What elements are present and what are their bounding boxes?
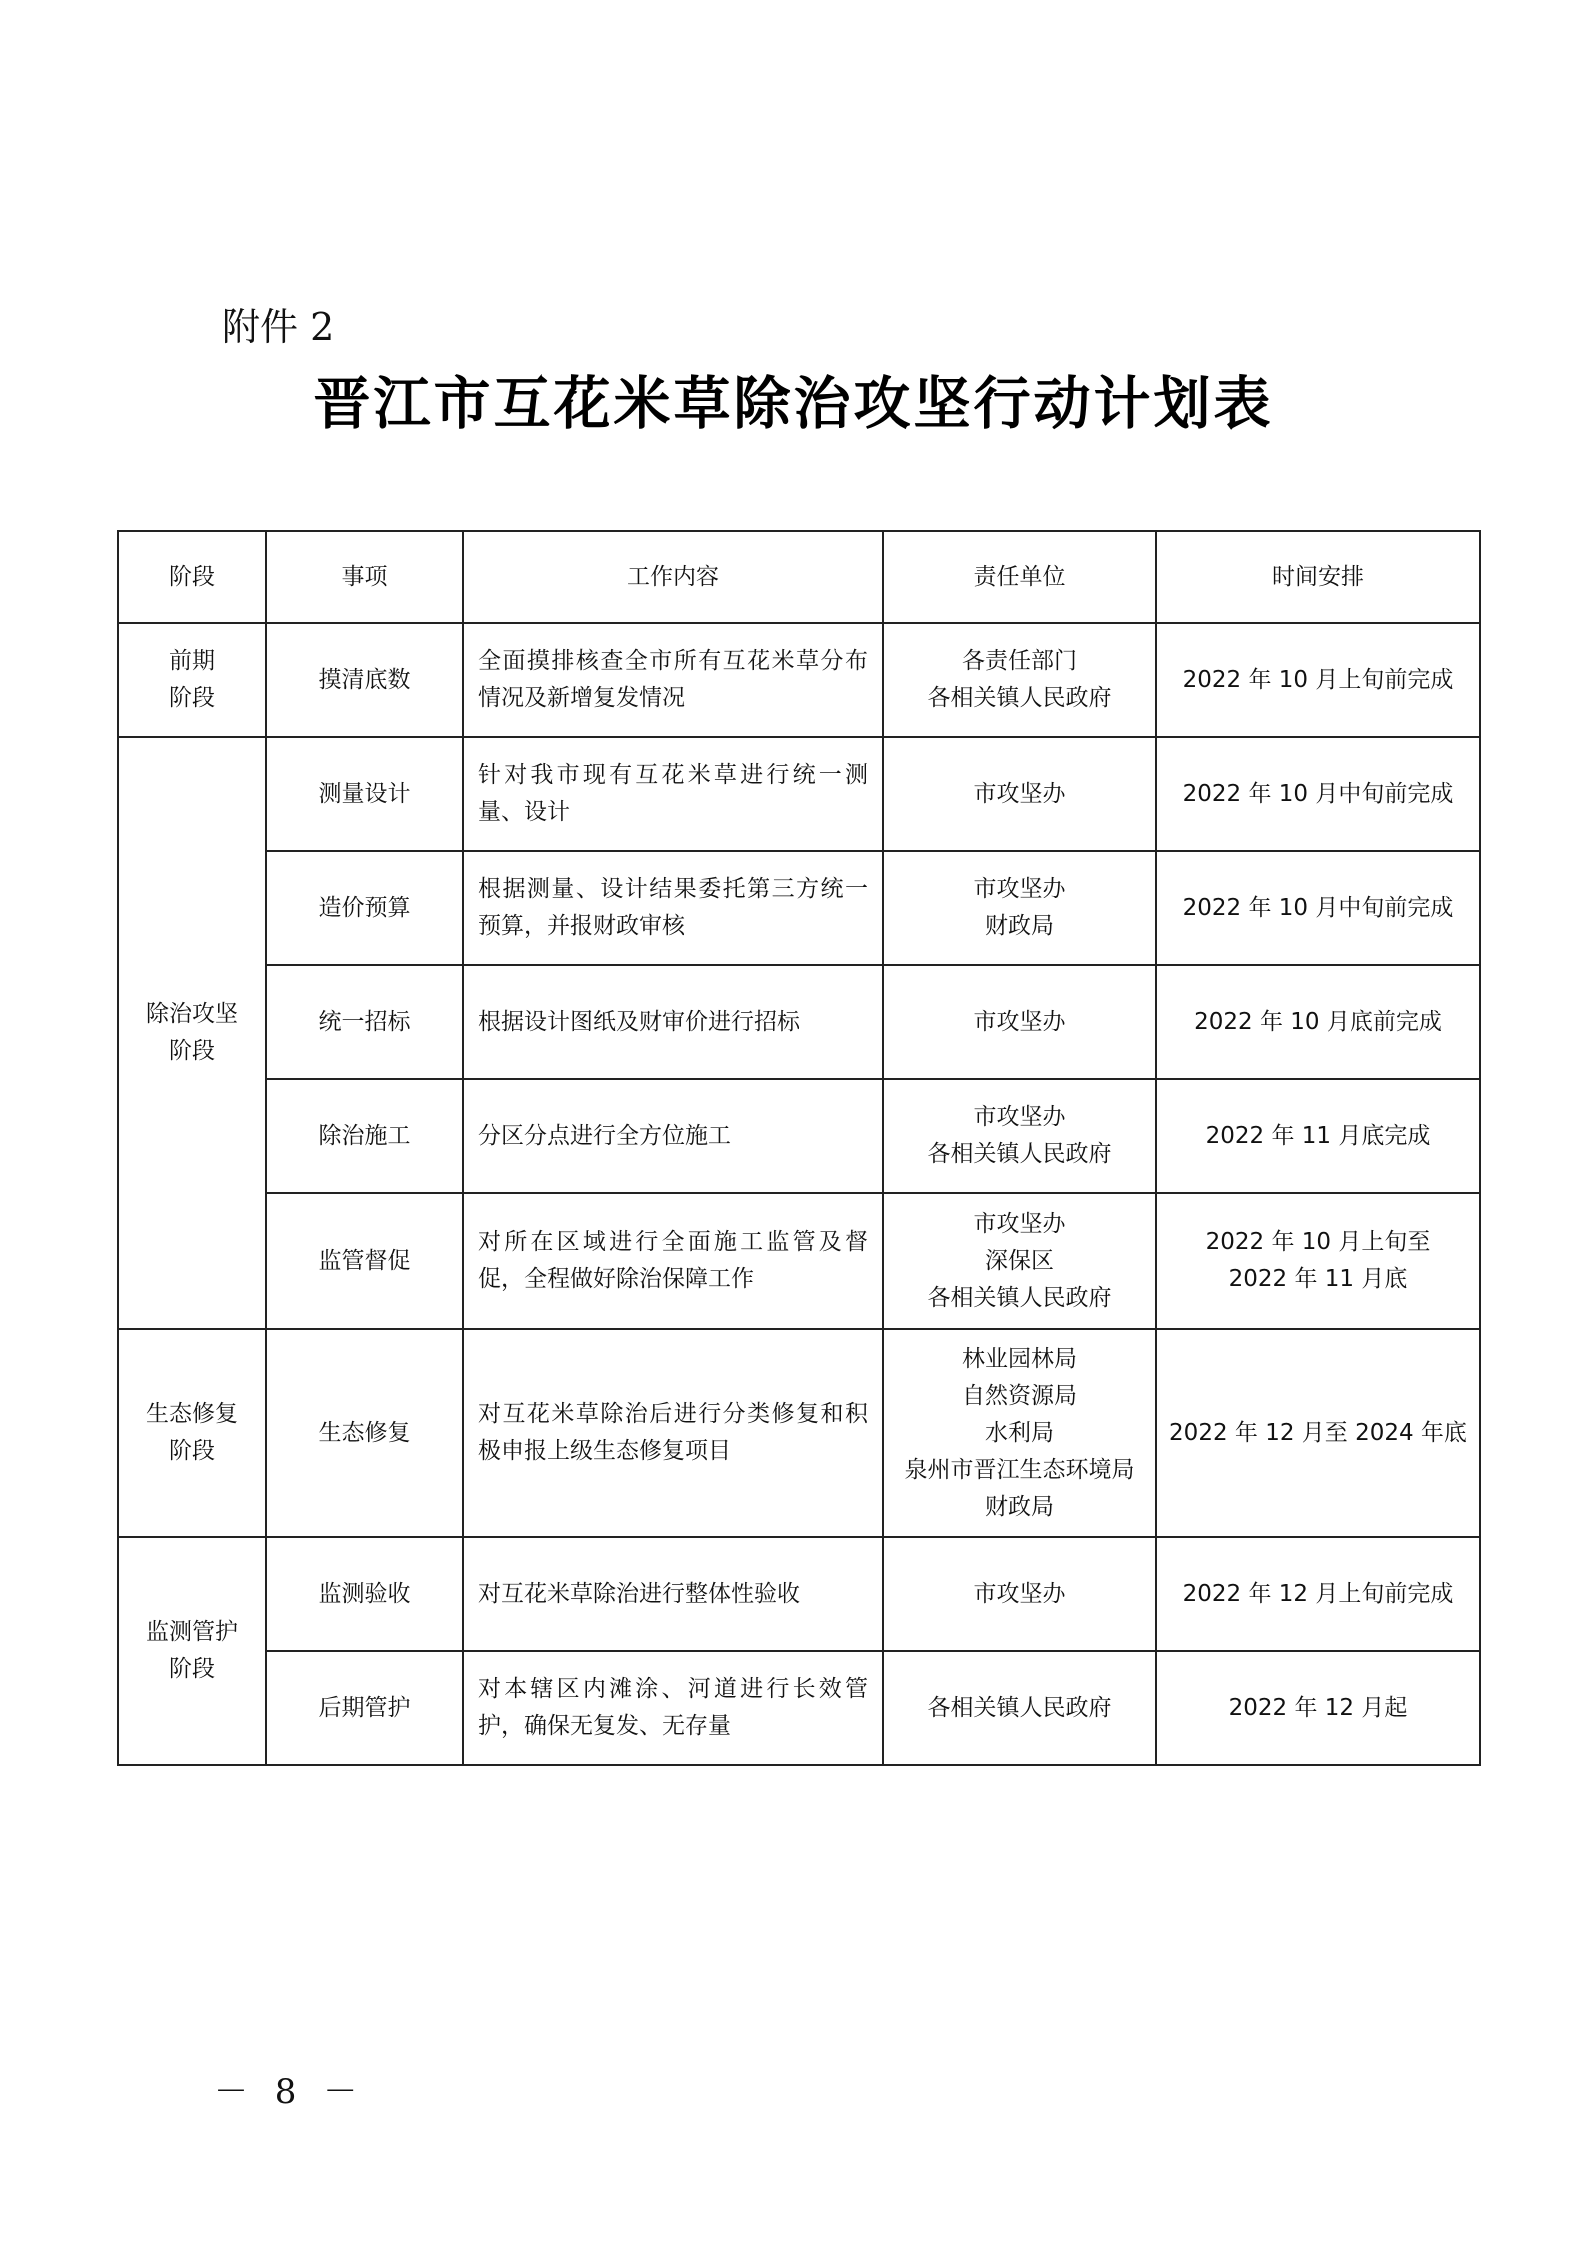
time-cell: 2022 年 10 月上旬至 2022 年 11 月底 xyxy=(1156,1193,1480,1329)
table-row xyxy=(118,1651,1480,1765)
stage-cell: 监测管护 阶段 xyxy=(118,1537,266,1765)
header-stage: 阶段 xyxy=(118,531,266,623)
unit-cell: 市攻坚办 财政局 xyxy=(883,851,1156,965)
table-row xyxy=(118,1329,1480,1537)
unit-cell: 各相关镇人民政府 xyxy=(883,1651,1156,1765)
time-cell: 2022 年 11 月底完成 xyxy=(1156,1079,1480,1193)
content-cell: 对所在区域进行全面施工监管及督促，全程做好除治保障工作 xyxy=(463,1193,883,1329)
item-cell: 摸清底数 xyxy=(266,623,463,737)
item-cell: 统一招标 xyxy=(266,965,463,1079)
item-cell: 造价预算 xyxy=(266,851,463,965)
attachment-label: 附件 2 xyxy=(222,305,335,349)
content-cell: 对互花米草除治后进行分类修复和积极申报上级生态修复项目 xyxy=(463,1329,883,1537)
time-cell: 2022 年 10 月底前完成 xyxy=(1156,965,1480,1079)
table-row xyxy=(118,851,1480,965)
unit-cell: 市攻坚办 xyxy=(883,1537,1156,1651)
table-row xyxy=(118,1193,1480,1329)
time-cell: 2022 年 10 月中旬前完成 xyxy=(1156,851,1480,965)
time-cell: 2022 年 10 月中旬前完成 xyxy=(1156,737,1480,851)
table-row xyxy=(118,965,1480,1079)
content-cell: 针对我市现有互花米草进行统一测量、设计 xyxy=(463,737,883,851)
item-cell: 监管督促 xyxy=(266,1193,463,1329)
item-cell: 生态修复 xyxy=(266,1329,463,1537)
page-number: － 8 － xyxy=(214,2072,366,2112)
header-item: 事项 xyxy=(266,531,463,623)
unit-cell: 市攻坚办 深保区 各相关镇人民政府 xyxy=(883,1193,1156,1329)
action-plan-table xyxy=(117,530,1481,1766)
unit-cell: 市攻坚办 xyxy=(883,737,1156,851)
item-cell: 除治施工 xyxy=(266,1079,463,1193)
stage-cell: 前期 阶段 xyxy=(118,623,266,737)
item-cell: 后期管护 xyxy=(266,1651,463,1765)
header-content: 工作内容 xyxy=(463,531,883,623)
content-cell: 对互花米草除治进行整体性验收 xyxy=(463,1537,883,1651)
content-cell: 对本辖区内滩涂、河道进行长效管护，确保无复发、无存量 xyxy=(463,1651,883,1765)
time-cell: 2022 年 12 月起 xyxy=(1156,1651,1480,1765)
unit-cell: 市攻坚办 各相关镇人民政府 xyxy=(883,1079,1156,1193)
table-row xyxy=(118,623,1480,737)
unit-cell: 林业园林局 自然资源局 水利局 泉州市晋江生态环境局 财政局 xyxy=(883,1329,1156,1537)
stage-cell: 生态修复 阶段 xyxy=(118,1329,266,1537)
content-cell: 全面摸排核查全市所有互花米草分布情况及新增复发情况 xyxy=(463,623,883,737)
item-cell: 测量设计 xyxy=(266,737,463,851)
table-row xyxy=(118,1537,1480,1651)
time-cell: 2022 年 10 月上旬前完成 xyxy=(1156,623,1480,737)
table-row xyxy=(118,1079,1480,1193)
table-header-row xyxy=(118,531,1480,623)
time-cell: 2022 年 12 月至 2024 年底 xyxy=(1156,1329,1480,1537)
table-row xyxy=(118,737,1480,851)
document-title: 晋江市互花米草除治攻坚行动计划表 xyxy=(313,371,1274,437)
item-cell: 监测验收 xyxy=(266,1537,463,1651)
header-time: 时间安排 xyxy=(1156,531,1480,623)
content-cell: 根据设计图纸及财审价进行招标 xyxy=(463,965,883,1079)
unit-cell: 市攻坚办 xyxy=(883,965,1156,1079)
content-cell: 分区分点进行全方位施工 xyxy=(463,1079,883,1193)
stage-cell: 除治攻坚 阶段 xyxy=(118,737,266,1329)
unit-cell: 各责任部门 各相关镇人民政府 xyxy=(883,623,1156,737)
content-cell: 根据测量、设计结果委托第三方统一预算，并报财政审核 xyxy=(463,851,883,965)
header-unit: 责任单位 xyxy=(883,531,1156,623)
time-cell: 2022 年 12 月上旬前完成 xyxy=(1156,1537,1480,1651)
